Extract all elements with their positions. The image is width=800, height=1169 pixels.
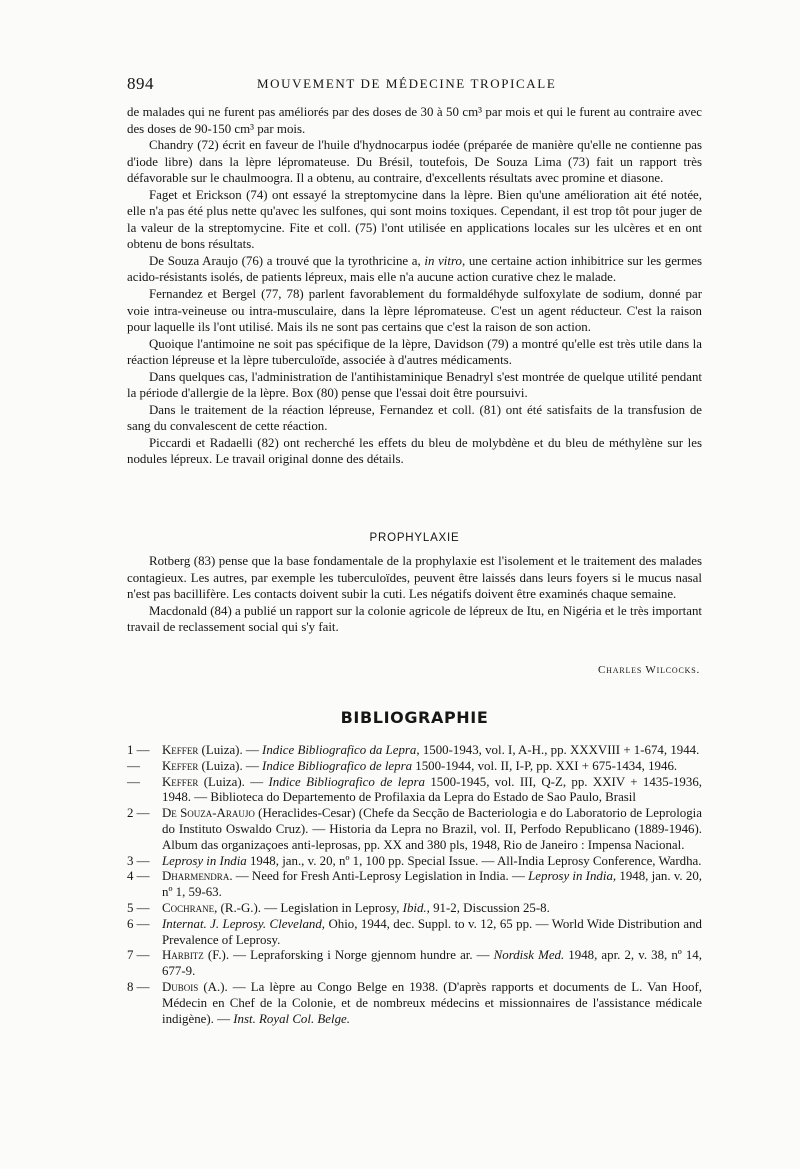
paragraph: Dans quelques cas, l'administration de l'antihistaminique Benadryl s'est montrée de quelque utilité pendant la période d'allergie de la lèpre. Box (80) pense que l'essai doit être poursuivi. (127, 369, 702, 401)
paragraph: Chandry (72) écrit en faveur de l'huile d'hydnocarpus iodée (préparée de manière qu'elle ne contienne pas d'iode libre) dans la lèpre lépromateuse. Du Brésil, toutefois, De Souza Lima (73) fait un rapport très défavorable sur le chaulmoogra. Il a obtenu, au contraire, d'excellents résultats avec promine et diasone. (127, 138, 702, 186)
entry-text: . — Need for Fresh Anti-Leprosy Legislation in India. — (229, 869, 529, 884)
entry-details: 1500-1945, vol. III, Q-Z, pp. XXIV + 1435-1936, 1948. — Biblioteca do Departemento de Profilaxia da Lepra do Estado de Sao Paulo, Brasil (162, 774, 702, 805)
bibliography-entry (127, 759, 702, 775)
entry-number: 5 — (127, 900, 150, 915)
entry-details: 1500-1943, vol. I, A-H., pp. XXXVIII + 1-674, 1944. (419, 743, 700, 757)
entry-number: 3 — (127, 853, 150, 868)
bibliography-entry (127, 980, 702, 1027)
running-header (127, 74, 702, 94)
entry-title: Leprosy in India, (528, 869, 617, 884)
entry-title: Indice Bibliografico de lepra (268, 774, 425, 789)
entry-number: 6 — (127, 916, 150, 931)
bibliography-heading: BIBLIOGRAPHIE (340, 708, 489, 727)
bibliography-entry (127, 917, 702, 949)
bibliography-entry (127, 775, 702, 807)
bibliography-entry (127, 869, 702, 901)
section-heading-prophylaxie: PROPHYLAXIE (369, 532, 460, 544)
paragraph: de malades qui ne furent pas améliorés par des doses de 30 à 50 cm³ par mois et qui le furent au contraire avec des doses de 90-150 cm³ par mois. (127, 105, 702, 136)
entry-title: Leprosy in India (162, 853, 247, 868)
entry-author: Keffer (162, 758, 199, 773)
paragraph: Fernandez et Bergel (77, 78) parlent favorablement du formaldéhyde sulfoxylate de sodium, donné par voie intra-veineuse ou intra-musculaire, dans la lèpre lépromateuse. C'est un agent réducteur. C'est la raison pour laquelle ils l'ont utilisé. Mais ils ne sont pas certains que c'est la raison de son action. (127, 287, 702, 335)
bibliography-entry (127, 948, 702, 980)
bibliography-list (127, 743, 702, 1027)
entry-author: Dubois (162, 979, 199, 994)
prophylaxie-section (127, 553, 702, 636)
entry-details: 1500-1944, vol. II, I-P, pp. XXI + 675-1434, 1946. (412, 758, 678, 773)
bibliography-entry (127, 806, 702, 853)
entry-details: 1948, apr. 2, v. 38, nº 14, 677-9. (162, 948, 702, 979)
paragraph: Quoique l'antimoine ne soit pas spécifique de la lèpre, Davidson (79) a montré qu'elle est très utile dans la réaction lépreuse et la lèpre tuberculoïde, associée à d'autres médicaments. (127, 336, 702, 368)
bibliography-entry (127, 743, 702, 759)
entry-number: 8 — (127, 979, 150, 994)
entry-number: — (127, 774, 140, 789)
entry-text: , (R.-G.). — Legislation in Leprosy, (214, 900, 403, 915)
entry-number: — (127, 758, 140, 773)
entry-author: Cochrane (162, 900, 215, 915)
entry-details: 1948, jan. v. 20, nº 1, 59-63. (162, 869, 703, 900)
paragraph: Faget et Erickson (74) ont essayé la streptomycine dans la lèpre. Bien qu'une amélioration ait été notée, elle n'a pas été plus nette qu'avec les sulfones, qui sont moins toxiques. Cependant, il est trop tôt pour juger de la valeur de la streptomycine. Fite et coll. (75) l'ont utilisée en applications locales sur les ulcères et en ont obtenu de bons résultats. (127, 187, 702, 252)
paragraph: Macdonald (84) a publié un rapport sur la colonie agricole de lépreux de Itu, en Nigéria et le très important travail de reclassement social qui s'y fait. (127, 603, 702, 635)
author-signature: Charles Wilcocks. (598, 664, 700, 676)
entry-text: (Luiza). — (198, 743, 263, 757)
entry-details: Ohio, 1944, dec. Suppl. to v. 12, 65 pp. — World Wide Distribution and Prevalence of Leprosy. (162, 916, 702, 947)
entry-number: 4 — (127, 869, 150, 884)
entry-text: (A.). — La lèpre au Congo Belge en 1938. (D'après rapports et documents de L. Van Hoof, Médecin en Chef de la Colonie, et de nombreux médecins et missionnaires de l'assistance médicale indigène). — (162, 979, 702, 1026)
running-title: MOUVEMENT DE MÉDECINE TROPICALE (257, 76, 557, 91)
entry-title: Inst. Royal Col. Belge. (233, 1011, 350, 1026)
entry-details: 1948, jan., v. 20, nº 1, 100 pp. Special Issue. — All-India Leprosy Conference, Wardha. (246, 853, 702, 868)
entry-text: (Heraclides-Cesar) (Chefe da Secção de Bacteriologia e do Laboratorio de Leprologia do Instituto Oswaldo Cruz). — Historia da Lepra no Brazil, vol. II, Perfodo Republicano (1889-1946). Album das organizaçoes anti-leprosas, pp. XX and 380 pls, 1948, Rio de Janeiro : Impensa Nacional. (162, 806, 702, 852)
entry-text: (F.). — Lepraforsking i Norge gjennom hundre ar. — (203, 948, 494, 963)
treatment-section (127, 104, 702, 468)
page-number: 894 (127, 74, 154, 93)
entry-title: Internat. J. Leprosy. Cleveland, (162, 916, 326, 931)
entry-number: 7 — (127, 948, 150, 963)
entry-details: 91-2, Discussion 25-8. (429, 900, 550, 915)
bibliography-entry (127, 854, 702, 870)
entry-author: Keffer (162, 743, 199, 757)
entry-title: Nordisk Med. (493, 948, 565, 963)
entry-title: Ibid., (402, 900, 430, 915)
paragraph: Rotberg (83) pense que la base fondamentale de la prophylaxie est l'isolement et le traitement des malades contagieux. Les autres, par exemple les tuberculoïdes, peuvent être laissés dans leurs foyers si le mucus nasal n'est pas bacillifère. Les contacts doivent subir la cuti. Les négatifs doivent être examinés chaque semaine. (127, 554, 702, 602)
paragraph: Piccardi et Radaelli (82) ont recherché les effets du bleu de molybdène et du bleu de méthylène sur les nodules lépreux. Le travail original donne des détails. (127, 435, 702, 467)
bibliography-entry (127, 901, 702, 917)
entry-text: (Luiza). — (198, 774, 269, 789)
paragraph: Dans le traitement de la réaction lépreuse, Fernandez et coll. (81) ont été satisfaits de la transfusion de sang du convalescent de cette réaction. (127, 402, 702, 434)
entry-author: De Souza-Araujo (162, 806, 255, 821)
entry-author: Dharmendra (162, 869, 230, 884)
entry-number: 1 — (127, 743, 150, 757)
entry-number: 2 — (127, 806, 150, 821)
entry-title: Indice Bibliografico da Lepra, (262, 743, 420, 757)
entry-title: Indice Bibliografico de lepra (262, 758, 413, 773)
entry-author: Keffer (162, 774, 199, 789)
entry-author: Harbitz (162, 948, 204, 963)
paragraph: De Souza Araujo (76) a trouvé que la tyrothricine a, in vitro, une certaine action inhibitrice sur les germes acido-résistants isolés, de patients lépreux, mais elle n'a aucune action curative chez le malade. (127, 253, 702, 285)
italic-term: in vitro (424, 253, 462, 268)
entry-text: (Luiza). — (198, 758, 263, 773)
